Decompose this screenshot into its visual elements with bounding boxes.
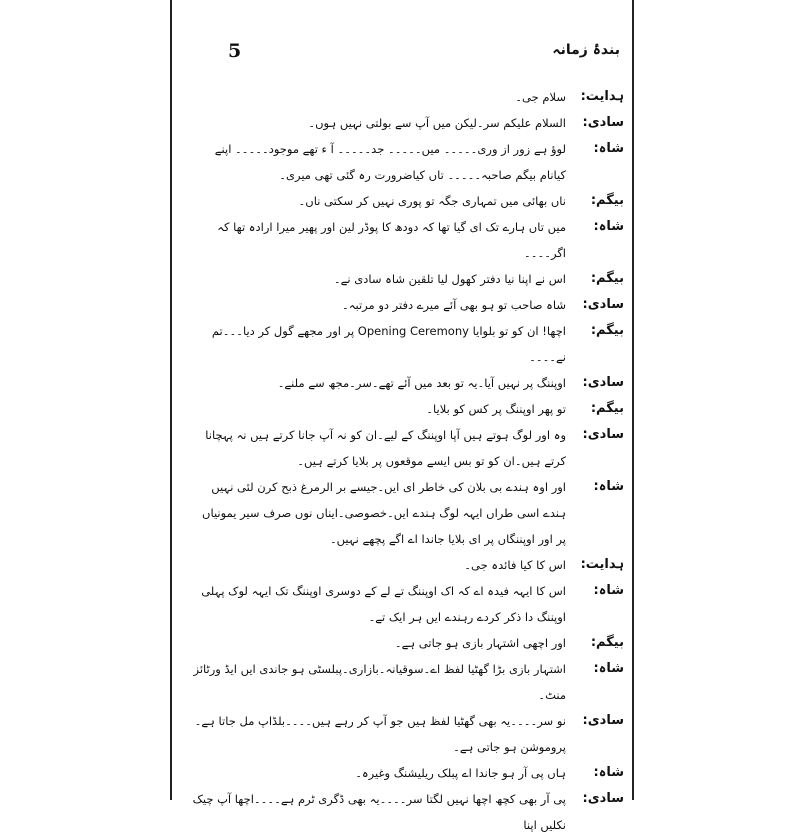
speech-text: السلام علیکم سر۔لیکن میں آپ سے بولتی نہیں ہوں۔ — [308, 116, 566, 130]
speaker-name: شاہ: — [593, 479, 624, 494]
speaker-name: بیگم: — [590, 401, 624, 416]
speaker-name: شاہ: — [593, 141, 624, 156]
speaker-name: سادی: — [582, 375, 624, 390]
speaker-name: بیگم: — [590, 271, 624, 286]
speech-text: اور اوہ ہندے بی بلان کی خاطر ای ایں۔جیسے بر الرمرغ ذبح کرن لئی نہیں ہندے اسی طراں ایہہ لوگ ہندے ایں۔خصوصی۔ایناں نوں صرف سیر یمونیاں پر اور اوپننگاں پر ای بلایا جاندا اے اگے پچھے نہیں۔ — [202, 480, 566, 546]
dialogue-line — [178, 786, 628, 838]
dialogue-line — [178, 474, 628, 552]
speech-text: پی آر بھی کچھ اچھا نہیں لگتا سر۔۔۔۔یہ بھی ڈگری ٹرم ہے۔۔۔۔اچھا آپ چیک نکلیں اپنا — [192, 792, 566, 832]
speech-text: اس نے اپنا نیا دفتر کھول لیا تلقین شاہ سادی نے۔ — [333, 272, 566, 286]
book-page — [178, 22, 628, 832]
speaker-name: ہدایت: — [580, 89, 624, 104]
dialogue-line — [178, 578, 628, 630]
speaker-name: سادی: — [582, 115, 624, 130]
dialogue-line — [178, 422, 628, 474]
dialogue-line — [178, 188, 628, 214]
dialogue-line — [178, 760, 628, 786]
speech-text: ناں بھائی میں تمہاری جگہ تو پوری نہیں کر سکتی ناں۔ — [298, 194, 566, 208]
dialogue-line — [178, 84, 628, 110]
dialogue-line — [178, 396, 628, 422]
speech-text: اس کا ایہہ فیدہ اے کہ اک اوپننگ تے لے کے دوسری اوپننگ تک ایہہ لوک پہلی اوپننگ دا ذکر کردے رہندے ایں ہر ایک تے۔ — [201, 584, 566, 624]
speech-text: اشتہار بازی بڑا گھٹیا لفظ اے۔سوقیانہ۔بازاری۔پبلسٹی ہو جاندی ایں ایڈ ورٹائز منٹ۔ — [193, 662, 566, 702]
dialogue-line — [178, 292, 628, 318]
speech-text: اچھا! ان کو تو بلوایا Opening Ceremony پر اور مجھے گول کر دیا۔۔۔تم نے۔۔۔۔ — [211, 324, 566, 364]
page-left-edge — [170, 0, 172, 800]
speaker-name: ہدایت: — [580, 557, 624, 572]
speaker-name: شاہ: — [593, 583, 624, 598]
speaker-name: سادی: — [582, 791, 624, 806]
dialogue-line — [178, 110, 628, 136]
speaker-name: بیگم: — [590, 635, 624, 650]
running-title: بندۂ زمانہ — [552, 42, 620, 58]
speaker-name: شاہ: — [593, 661, 624, 676]
dialogue-line — [178, 214, 628, 266]
speaker-name: بیگم: — [590, 323, 624, 338]
page-number: 5 — [228, 40, 242, 62]
speaker-name: سادی: — [582, 713, 624, 728]
dialogue-line — [178, 318, 628, 370]
dialogue-line — [178, 552, 628, 578]
speech-text: وہ اور لوگ ہوتے ہیں آپا اوپننگ کے لیے۔ان کو نہ آپ جانا کرتے ہیں نہ پہچانا کرتے ہیں۔ان کو تو بس ایسے موقعوں پر بلایا کرتے ہیں۔ — [205, 428, 566, 468]
speech-text: نو سر۔۔۔۔یہ بھی گھٹیا لفظ ہیں جو آپ کر رہے ہیں۔۔۔۔بلڈاپ مل جاتا ہے۔پروموشن ہو جاتی ہے۔ — [194, 714, 566, 754]
speaker-name: شاہ: — [593, 219, 624, 234]
dialogue-line — [178, 266, 628, 292]
speech-text: ہاں پی آر ہو جاندا اے پبلک ریلیشنگ وغیرہ۔ — [355, 766, 566, 780]
speech-text: شاہ صاحب تو ہو بھی آئے میرے دفتر دو مرتبہ۔ — [342, 298, 566, 312]
speaker-name: شاہ: — [593, 765, 624, 780]
speaker-name: سادی: — [582, 427, 624, 442]
dialogue-line — [178, 630, 628, 656]
speaker-name: سادی: — [582, 297, 624, 312]
speech-text: تو پھر اوپننگ پر کس کو بلایا۔ — [426, 402, 566, 416]
dialogue-body — [178, 84, 628, 838]
speech-text: میں تاں ہارے تک ای گیا تھا کہ دودھ کا پوڈر لین اور پھیر میرا ارادہ تھا کہ اگر۔۔۔۔ — [217, 220, 566, 260]
dialogue-line — [178, 656, 628, 708]
speaker-name: بیگم: — [590, 193, 624, 208]
dialogue-line — [178, 708, 628, 760]
dialogue-line — [178, 370, 628, 396]
speech-text: اوپننگ پر نہیں آیا۔یہ تو بعد میں آئے تھے۔سر۔مجھ سے ملنے۔ — [277, 376, 566, 390]
dialogue-line — [178, 136, 628, 188]
page-right-edge — [632, 0, 634, 800]
speech-text: سلام جی۔ — [515, 90, 566, 104]
speech-text: اس کا کیا فائدہ جی۔ — [464, 558, 566, 572]
speech-text: اور اچھی اشتہار بازی ہو جاتی ہے۔ — [394, 636, 566, 650]
speech-text: لوؤ ہے زور از وری۔۔۔۔۔ میں۔۔۔۔۔ جد۔۔۔۔۔ آ ء تھے موجود۔۔۔۔۔ اپنے کیانام بیگم صاحبہ۔۔۔۔۔ تاں کیاضرورت رہ گئی تھی میری۔ — [214, 142, 566, 182]
page-header — [178, 40, 628, 70]
